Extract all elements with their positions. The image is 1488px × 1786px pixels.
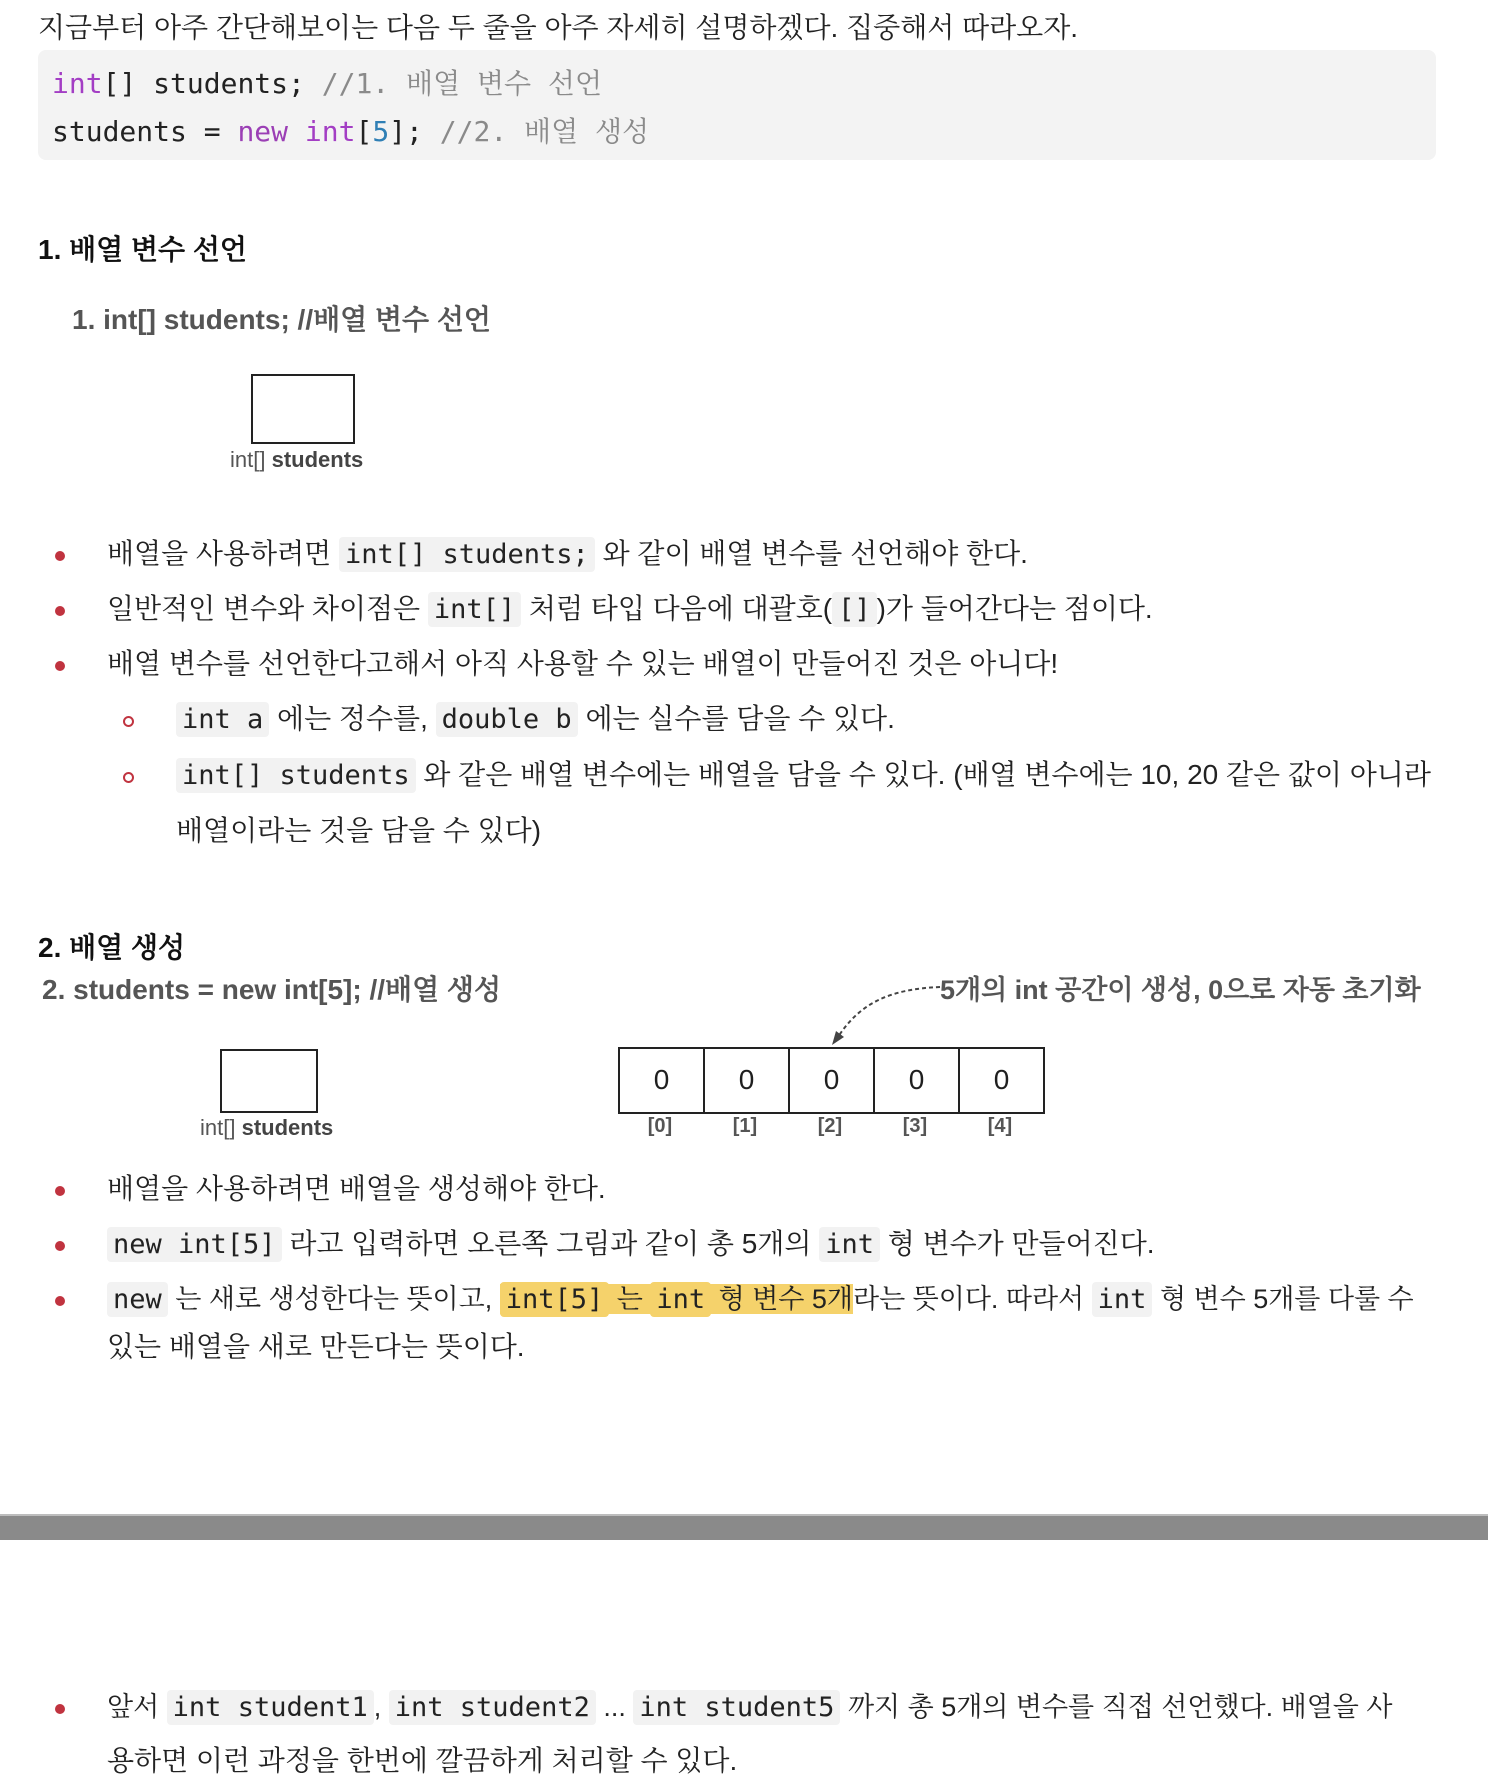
code-keyword: int [304, 115, 356, 148]
text: 는 새로 생성한다는 뜻이고, [167, 1284, 500, 1314]
text: 에는 실수를 담을 수 있다. [577, 703, 895, 734]
list-item [107, 1278, 1414, 1321]
bullet-icon [55, 1241, 65, 1251]
text: 까지 총 5개의 변수를 직접 선언했다. 배열을 사 [840, 1692, 1393, 1722]
code-text: [] students; [102, 67, 322, 100]
code-space [288, 115, 305, 148]
section1-subheading: 1. int[] students; //배열 변수 선언 [72, 304, 491, 335]
text: 형 변수가 만들어진다. [879, 1228, 1155, 1259]
code-keyword: int [52, 67, 103, 100]
code-line-2 [52, 110, 649, 150]
inline-code: int [650, 1282, 711, 1317]
sub-bullet-icon [123, 716, 134, 727]
code-number: 5 [372, 115, 390, 148]
array-cell: 0 [993, 1064, 1010, 1095]
text: 형 변수 5개를 다룰 수 [1152, 1284, 1414, 1314]
list-item-continuation: 용하면 이런 과정을 한번에 깔끔하게 처리할 수 있다. [107, 1745, 738, 1776]
array-index: [0] [647, 1115, 673, 1137]
inline-code: int[] students [176, 758, 416, 793]
intro-text: 지금부터 아주 간단해보이는 다음 두 줄을 아주 자세히 설명하겠다. 집중해서 따라오자. [38, 12, 1079, 43]
array-cells [618, 1047, 1045, 1114]
inline-code: int [819, 1227, 880, 1262]
array-variable-label [230, 447, 363, 473]
inline-code: int student5 [633, 1690, 840, 1725]
text: )가 들어간다는 점이다. [876, 593, 1153, 624]
inline-code: int [1092, 1282, 1153, 1317]
bullet-icon [55, 1296, 65, 1306]
text: , [373, 1692, 389, 1722]
text: 형 변수 5개 [711, 1284, 853, 1314]
text: 앞서 [107, 1692, 167, 1722]
array-index: [4] [987, 1115, 1013, 1137]
code-keyword: new [237, 115, 289, 148]
bullet-icon [55, 661, 65, 671]
text: 와 같이 배열 변수를 선언해야 한다. [594, 538, 1028, 569]
inline-code: new int[5] [107, 1227, 282, 1262]
array-index: [3] [902, 1115, 928, 1137]
bullet-icon [55, 551, 65, 561]
array-variable-label [200, 1115, 333, 1141]
code-line-1 [52, 62, 602, 102]
bullet-icon [55, 1704, 65, 1714]
list-item: 배열을 사용하려면 배열을 생성해야 한다. [107, 1173, 606, 1204]
inline-code: [] [832, 592, 877, 627]
list-item [107, 588, 1153, 631]
inline-code: int[] [428, 592, 521, 627]
code-text: ]; [389, 115, 440, 148]
text: 는 [609, 1284, 651, 1314]
inline-code: int student1 [167, 1690, 374, 1725]
text: 와 같은 배열 변수에는 배열을 담을 수 있다. (배열 변수에는 10, 20 같은 값이 아니라 [415, 759, 1431, 790]
list-item [107, 533, 1028, 576]
array-cell: 0 [705, 1049, 790, 1112]
text: 일반적인 변수와 차이점은 [107, 593, 428, 624]
section2-subheading: 2. students = new int[5]; //배열 생성 [42, 974, 502, 1005]
annotation-arrow [820, 975, 945, 1050]
list-item: 배열 변수를 선언한다고해서 아직 사용할 수 있는 배열이 만들어진 것은 아니다! [107, 648, 1059, 679]
array-variable-box [251, 374, 355, 444]
section1-heading: 1. 배열 변수 선언 [38, 234, 247, 265]
inline-code: int student2 [389, 1690, 596, 1725]
array-index: [1] [732, 1115, 758, 1137]
array-cell: 0 [620, 1049, 705, 1112]
array-variable-box [220, 1049, 318, 1113]
bullet-icon [55, 1186, 65, 1196]
text: 배열을 사용하려면 [107, 538, 339, 569]
text: 에는 정수를, [269, 703, 436, 734]
inline-code: int[5] [500, 1282, 610, 1317]
highlight [500, 1284, 853, 1314]
list-item [107, 1223, 1155, 1266]
label-name: students [241, 1115, 334, 1140]
text: 라고 입력하면 오른쪽 그림과 같이 총 5개의 [281, 1228, 820, 1259]
section2-heading: 2. 배열 생성 [38, 932, 186, 963]
inline-code: int[] students; [339, 537, 595, 572]
array-cell: 0 [875, 1049, 960, 1112]
sub-list-item [176, 698, 895, 741]
text: 라는 뜻이다. 따라서 [852, 1284, 1092, 1314]
sub-list-item [176, 754, 1431, 797]
code-text: students = [52, 115, 238, 148]
array-cell: 0 [790, 1049, 875, 1112]
inline-code: double b [436, 702, 578, 737]
array-index: [2] [817, 1115, 843, 1137]
list-item [107, 1686, 1392, 1729]
code-comment: //2. 배열 생성 [439, 115, 650, 148]
label-type: int[] [200, 1115, 236, 1140]
label-name: students [271, 447, 364, 472]
array-annotation: 5개의 int 공간이 생성, 0으로 자동 초기화 [940, 975, 1421, 1005]
sub-bullet-icon [123, 772, 134, 783]
text: ... [595, 1692, 634, 1722]
inline-code: int a [176, 702, 269, 737]
label-type: int[] [230, 447, 266, 472]
code-text: [ [355, 115, 373, 148]
inline-code: new [107, 1282, 168, 1317]
code-comment: //1. 배열 변수 선언 [321, 67, 603, 100]
list-item-continuation: 있는 배열을 새로 만든다는 뜻이다. [107, 1331, 525, 1362]
sub-list-item-continuation: 배열이라는 것을 담을 수 있다) [176, 815, 542, 846]
text: 처럼 타입 다음에 대괄호( [521, 593, 833, 624]
page-divider [0, 1514, 1488, 1540]
bullet-icon [55, 606, 65, 616]
